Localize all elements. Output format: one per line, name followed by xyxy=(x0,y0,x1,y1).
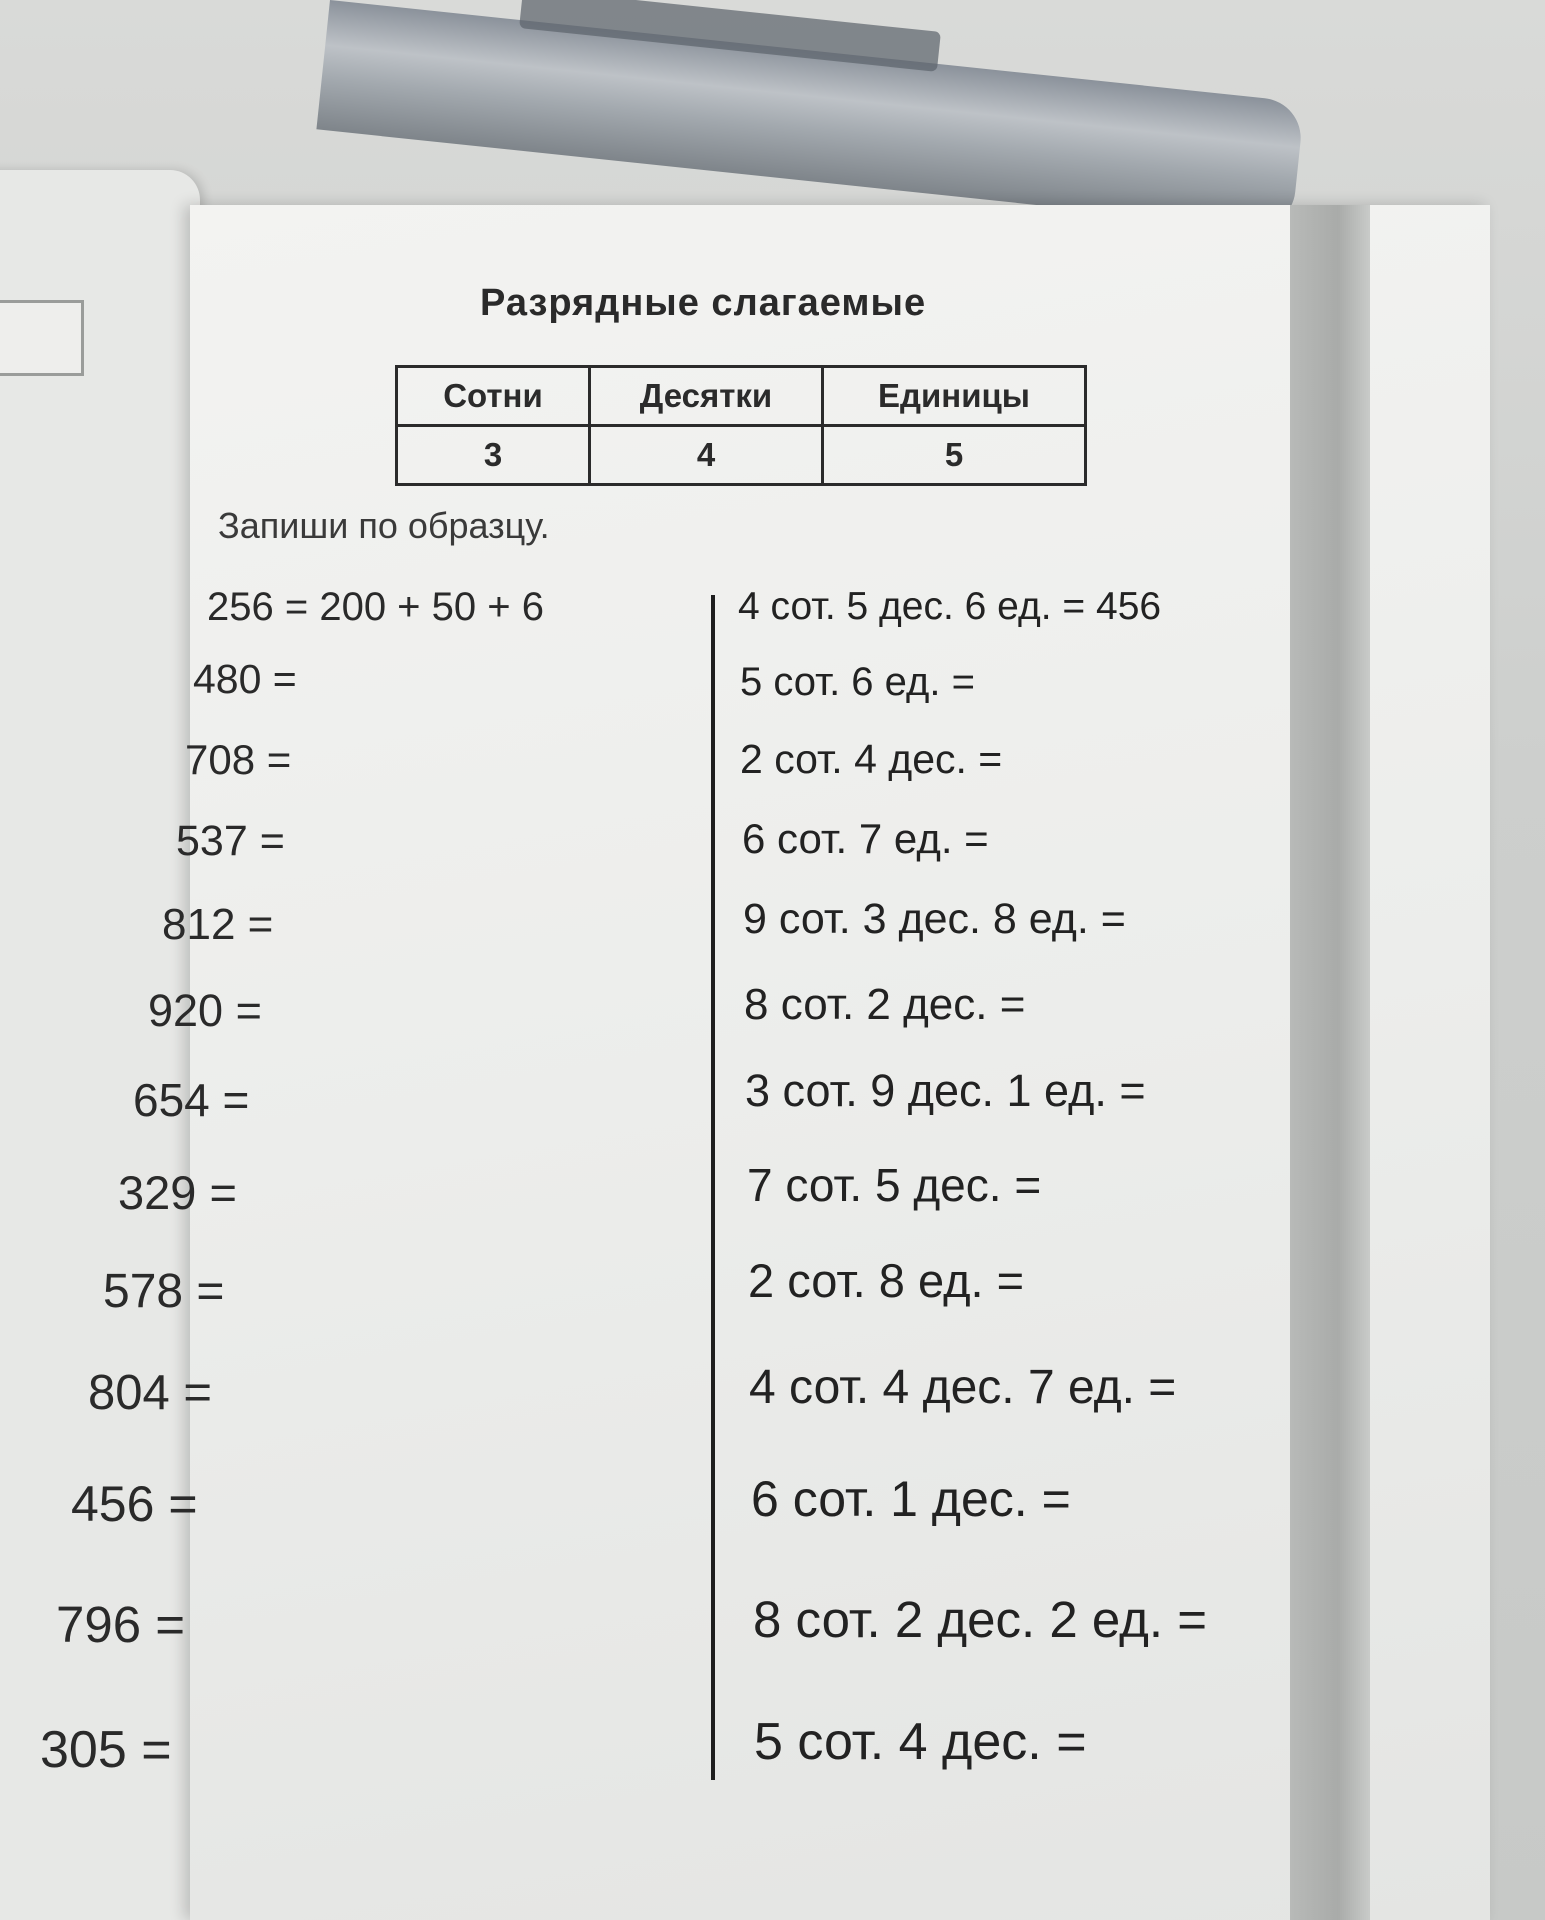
left-page xyxy=(0,170,200,1920)
column-divider xyxy=(711,595,715,1780)
right-expression: 4 сот. 5 дес. 6 ед. = 456 xyxy=(738,585,1162,628)
right-expression: 4 сот. 4 дес. 7 ед. = xyxy=(749,1361,1177,1414)
right-expression: 8 сот. 2 дес. 2 ед. = xyxy=(753,1591,1208,1648)
header-hundreds: Сотни xyxy=(397,367,590,426)
value-hundreds: 3 xyxy=(397,426,590,485)
right-expression: 5 сот. 6 ед. = xyxy=(740,660,975,704)
left-expression: 578 = xyxy=(103,1265,225,1318)
left-expression: 804 = xyxy=(88,1366,212,1420)
left-expression: 796 = xyxy=(56,1596,186,1653)
right-expression: 2 сот. 4 дес. = xyxy=(740,736,1003,782)
right-expression: 2 сот. 8 ед. = xyxy=(748,1254,1025,1307)
page-title: Разрядные слагаемые xyxy=(480,282,927,324)
left-expression: 305 = xyxy=(40,1721,172,1779)
place-value-table xyxy=(395,365,1087,486)
left-expression: 812 = xyxy=(162,900,274,949)
place-value-header-row xyxy=(397,367,1086,426)
right-expression: 6 сот. 1 дес. = xyxy=(751,1471,1071,1527)
left-page-answer-box xyxy=(0,300,84,376)
place-value-row xyxy=(397,426,1086,485)
header-units: Единицы xyxy=(823,367,1086,426)
right-expression: 3 сот. 9 дес. 1 ед. = xyxy=(745,1065,1146,1116)
left-expression: 708 = xyxy=(185,736,292,783)
instruction: Запиши по образцу. xyxy=(218,505,550,546)
page-edge xyxy=(1290,205,1370,1920)
right-expression: 7 сот. 5 дес. = xyxy=(747,1159,1042,1211)
value-tens: 4 xyxy=(590,426,823,485)
left-expression: 920 = xyxy=(148,985,262,1036)
right-expression: 5 сот. 4 дес. = xyxy=(754,1713,1087,1771)
right-expression: 9 сот. 3 дес. 8 ед. = xyxy=(743,895,1126,943)
right-expression: 8 сот. 2 дес. = xyxy=(744,980,1026,1029)
left-expression: 256 = 200 + 50 + 6 xyxy=(207,585,544,629)
left-expression: 329 = xyxy=(118,1166,237,1219)
header-tens: Десятки xyxy=(590,367,823,426)
left-expression: 480 = xyxy=(193,656,297,702)
left-expression: 654 = xyxy=(133,1074,250,1126)
left-expression: 456 = xyxy=(71,1476,198,1532)
left-expression: 537 = xyxy=(176,817,285,865)
value-units: 5 xyxy=(823,426,1086,485)
right-expression: 6 сот. 7 ед. = xyxy=(742,815,989,862)
